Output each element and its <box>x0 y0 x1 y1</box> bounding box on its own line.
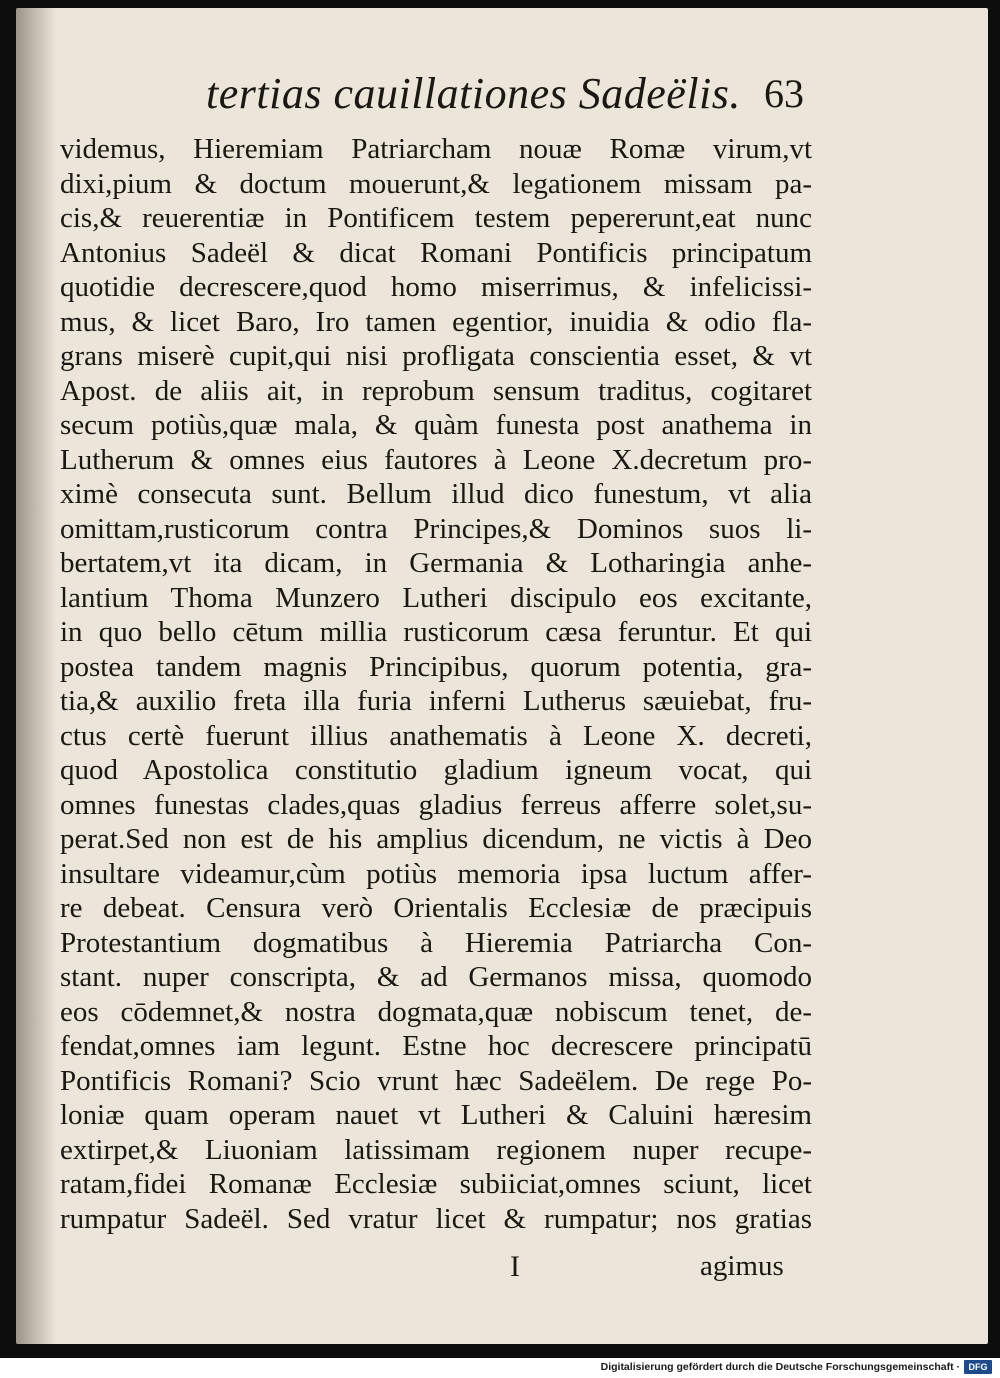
text-line: ctus certè fuerunt illius anathematis à Leone X. decreti, <box>60 719 812 752</box>
text-line: grans miserè cupit,qui nisi profligata conscientia esset, & vt <box>60 340 812 372</box>
page-number: 63 <box>764 71 804 116</box>
text-line: bertatem,vt ita dicam, in Germania & Lotharingia anhe- <box>60 547 812 579</box>
text-line: re debeat. Censura verò Orientalis Ecclesiæ de præcipuis <box>60 892 812 924</box>
credit-bar <box>0 1358 1000 1378</box>
text-line: dixi,pium & doctum mouerunt,& legationem missam pa- <box>60 167 812 200</box>
text-line: in quo bello cētum millia rusticorum cæsa feruntur. Et qui <box>60 616 812 648</box>
text-line: quotidie decrescere,quod homo miserrimus, & infelicissi- <box>60 271 812 303</box>
text-line: postea tandem magnis Principibus, quorum potentia, gra- <box>60 650 812 683</box>
text-line: Pontificis Romani? Scio vrunt hæc Sadeëlem. De rege Po- <box>60 1064 812 1097</box>
page-header <box>16 68 988 128</box>
dfg-logo: DFG <box>964 1360 992 1374</box>
page-gutter-shadow <box>16 8 56 1344</box>
book-page <box>16 8 988 1344</box>
text-line: cis,& reuerentiæ in Pontificem testem pepererunt,eat nunc <box>60 202 812 234</box>
text-line: fendat,omnes iam legunt. Estne hoc decrescere principatū <box>60 1030 812 1062</box>
text-line: omittam,rusticorum contra Principes,& Dominos suos li- <box>60 512 812 545</box>
text-line: Lutherum & omnes eius fautores à Leone X.decretum pro- <box>60 443 812 476</box>
text-line: stant. nuper conscripta, & ad Germanos missa, quomodo <box>60 961 812 993</box>
text-line: rumpatur Sadeël. Sed vratur licet & rumpatur; nos gratias <box>60 1202 812 1235</box>
text-line: Apost. de aliis ait, in reprobum sensum traditus, cogitaret <box>60 374 812 407</box>
text-line: eos cōdemnet,& nostra dogmata,quæ nobiscum tenet, de- <box>60 995 812 1028</box>
credit-text: Digitalisierung gefördert durch die Deutsche Forschungsgemeinschaft · <box>600 1361 960 1373</box>
text-line: extirpet,& Liuoniam latissimam regionem nuper recupe- <box>60 1133 812 1166</box>
catchword: agimus <box>700 1250 784 1282</box>
text-line: insultare videamur,cùm potiùs memoria ipsa luctum affer- <box>60 857 812 890</box>
text-line: tia,& auxilio freta illa furia inferni Lutherus sæuiebat, fru- <box>60 685 812 717</box>
text-line: mus, & licet Baro, Iro tamen egentior, inuidia & odio fla- <box>60 305 812 338</box>
body-text <box>60 132 812 1236</box>
text-line: omnes funestas clades,quas gladius ferreus afferre solet,su- <box>60 788 812 821</box>
text-line: lantium Thoma Munzero Lutheri discipulo eos excitante, <box>60 581 812 614</box>
signature-mark: I <box>510 1250 520 1283</box>
running-title: tertias cauillationes Sadeëlis. <box>206 69 741 118</box>
text-line: videmus, Hieremiam Patriarcham nouæ Romæ virum,vt <box>60 133 812 165</box>
text-line: ximè consecuta sunt. Bellum illud dico funestum, vt alia <box>60 478 812 510</box>
text-line: ratam,fidei Romanæ Ecclesiæ subiiciat,omnes sciunt, licet <box>60 1168 812 1200</box>
text-line: Protestantium dogmatibus à Hieremia Patriarcha Con- <box>60 926 812 959</box>
text-line: secum potiùs,quæ mala, & quàm funesta post anathema in <box>60 409 812 441</box>
text-line: perat.Sed non est de his amplius dicendum, ne victis à Deo <box>60 823 812 855</box>
page-footer <box>16 1250 988 1300</box>
text-line: loniæ quam operam nauet vt Lutheri & Caluini hæresim <box>60 1099 812 1131</box>
text-line: Antonius Sadeël & dicat Romani Pontificis principatum <box>60 236 812 269</box>
text-line: quod Apostolica constitutio gladium igneum vocat, qui <box>60 754 812 786</box>
